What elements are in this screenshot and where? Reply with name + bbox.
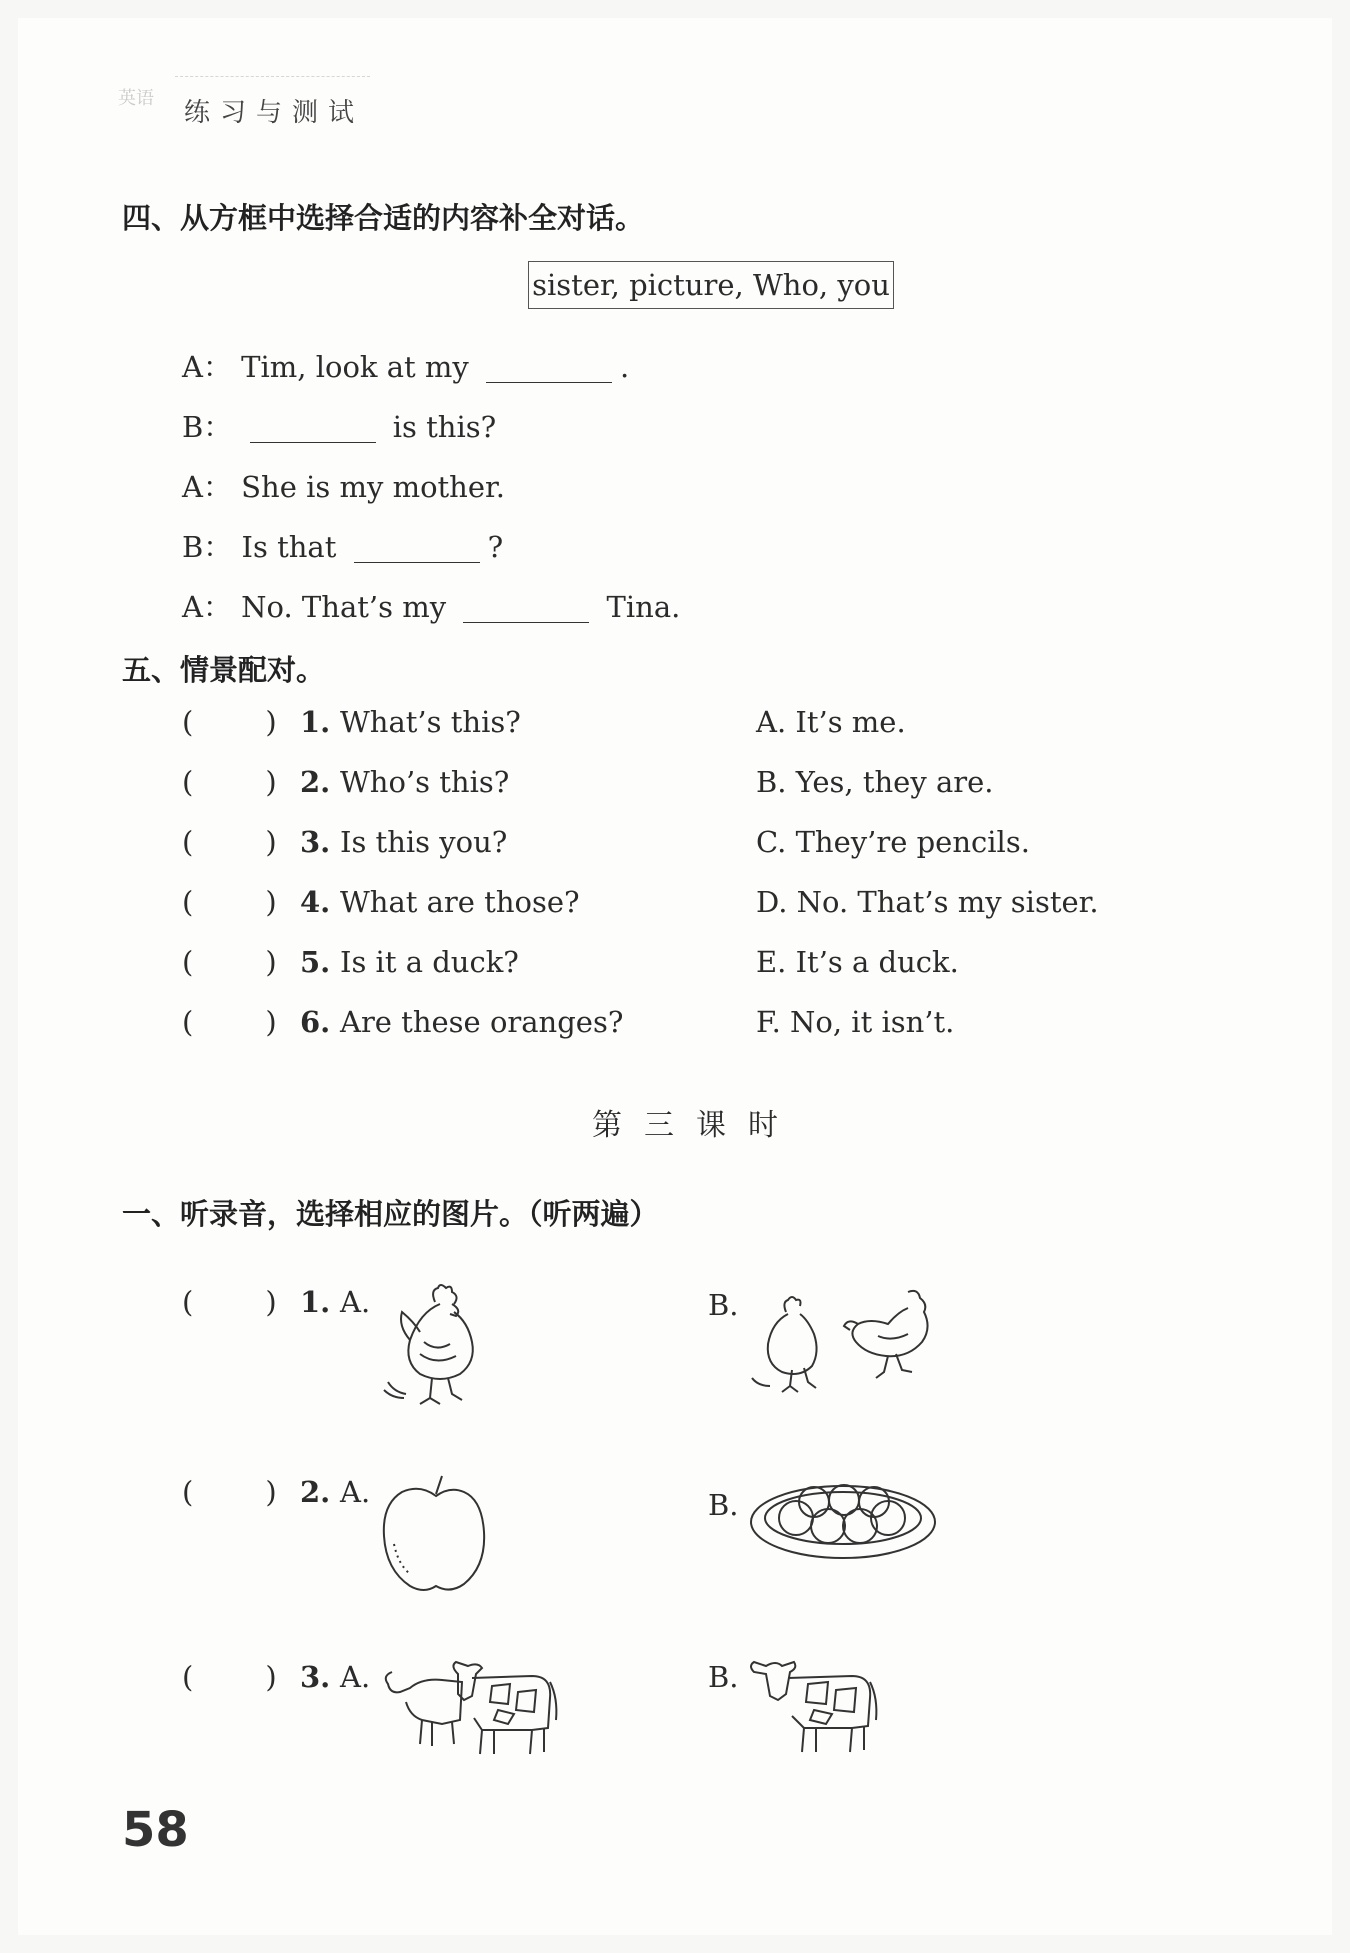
match-answer-bracket[interactable]: ( ) <box>182 765 277 799</box>
dialogue-line-5 <box>182 585 680 626</box>
question-number: 1. <box>300 705 331 739</box>
item-number-2: 2. <box>300 1475 331 1509</box>
word-box: sister, picture, Who, you <box>528 261 894 309</box>
match-answer-bracket[interactable]: ( ) <box>182 1005 277 1039</box>
dialogue-line-4 <box>182 525 503 566</box>
lesson-title: 第三课时 <box>592 1108 800 1143</box>
answer-option: A. It’s me. <box>756 705 906 739</box>
cow-icon[interactable] <box>748 1656 878 1756</box>
answer-option: E. It’s a duck. <box>756 945 959 979</box>
answer-bracket-2[interactable]: ( ) <box>182 1475 277 1509</box>
answer-blank-2[interactable] <box>250 412 376 443</box>
question-text: What’s this? <box>340 705 521 739</box>
question-text: Is it a duck? <box>340 945 519 979</box>
option-b-label-1: B. <box>708 1288 739 1322</box>
line-text: She is my mother. <box>241 470 505 504</box>
option-a-label-3: A. <box>340 1660 371 1694</box>
line-text: Tina. <box>606 590 681 624</box>
speaker: A： <box>182 590 232 624</box>
option-a-label-1: A. <box>340 1285 371 1319</box>
speaker: A： <box>182 350 232 384</box>
dialogue-line-3 <box>182 465 505 506</box>
answer-option: B. Yes, they are. <box>756 765 994 799</box>
section1-title: 一、听录音，选择相应的图片。（听两遍） <box>122 1197 659 1231</box>
line-text: ? <box>487 530 504 564</box>
question-number: 4. <box>300 885 331 919</box>
section5-title: 五、情景配对。 <box>122 653 326 687</box>
plate-of-apples-icon[interactable] <box>748 1478 938 1563</box>
speaker: B： <box>182 530 233 564</box>
match-answer-bracket[interactable]: ( ) <box>182 825 277 859</box>
answer-option: D. No. That’s my sister. <box>756 885 1099 919</box>
line-text: Is that <box>241 530 337 564</box>
page-number: 58 <box>122 1802 189 1858</box>
header-rule <box>175 76 370 77</box>
answer-bracket-1[interactable]: ( ) <box>182 1285 277 1319</box>
answer-blank-3[interactable] <box>354 532 480 563</box>
item-number-3: 3. <box>300 1660 331 1694</box>
header-title: 练习与测试 <box>184 98 365 128</box>
answer-option: C. They’re pencils. <box>756 825 1030 859</box>
header-mark: 英语 <box>118 88 154 109</box>
question-number: 5. <box>300 945 331 979</box>
question-text: Is this you? <box>340 825 508 859</box>
answer-blank-1[interactable] <box>486 352 612 383</box>
line-text: is this? <box>392 410 497 444</box>
question-number: 6. <box>300 1005 331 1039</box>
match-answer-bracket[interactable]: ( ) <box>182 885 277 919</box>
option-b-label-2: B. <box>708 1488 739 1522</box>
answer-bracket-3[interactable]: ( ) <box>182 1660 277 1694</box>
question-number: 3. <box>300 825 331 859</box>
option-b-label-3: B. <box>708 1660 739 1694</box>
answer-option: F. No, it isn’t. <box>756 1005 955 1039</box>
dialogue-line-2 <box>182 405 496 446</box>
line-text: . <box>619 350 630 384</box>
item-number-1: 1. <box>300 1285 331 1319</box>
answer-blank-4[interactable] <box>463 592 589 623</box>
dialogue-line-1 <box>182 345 629 386</box>
speaker: A： <box>182 470 232 504</box>
match-answer-bracket[interactable]: ( ) <box>182 705 277 739</box>
match-answer-bracket[interactable]: ( ) <box>182 945 277 979</box>
apple-icon[interactable] <box>380 1474 490 1594</box>
line-text: No. That’s my <box>241 590 447 624</box>
question-text: What are those? <box>340 885 580 919</box>
line-text: Tim, look at my <box>241 350 469 384</box>
two-cows-icon[interactable] <box>382 1658 562 1758</box>
question-text: Who’s this? <box>340 765 510 799</box>
section4-title: 四、从方框中选择合适的内容补全对话。 <box>122 201 645 235</box>
question-text: Are these oranges? <box>340 1005 624 1039</box>
speaker: B： <box>182 410 233 444</box>
option-a-label-2: A. <box>340 1475 371 1509</box>
rooster-and-hen-icon[interactable] <box>748 1282 948 1402</box>
question-number: 2. <box>300 765 331 799</box>
rooster-icon[interactable] <box>380 1282 490 1407</box>
